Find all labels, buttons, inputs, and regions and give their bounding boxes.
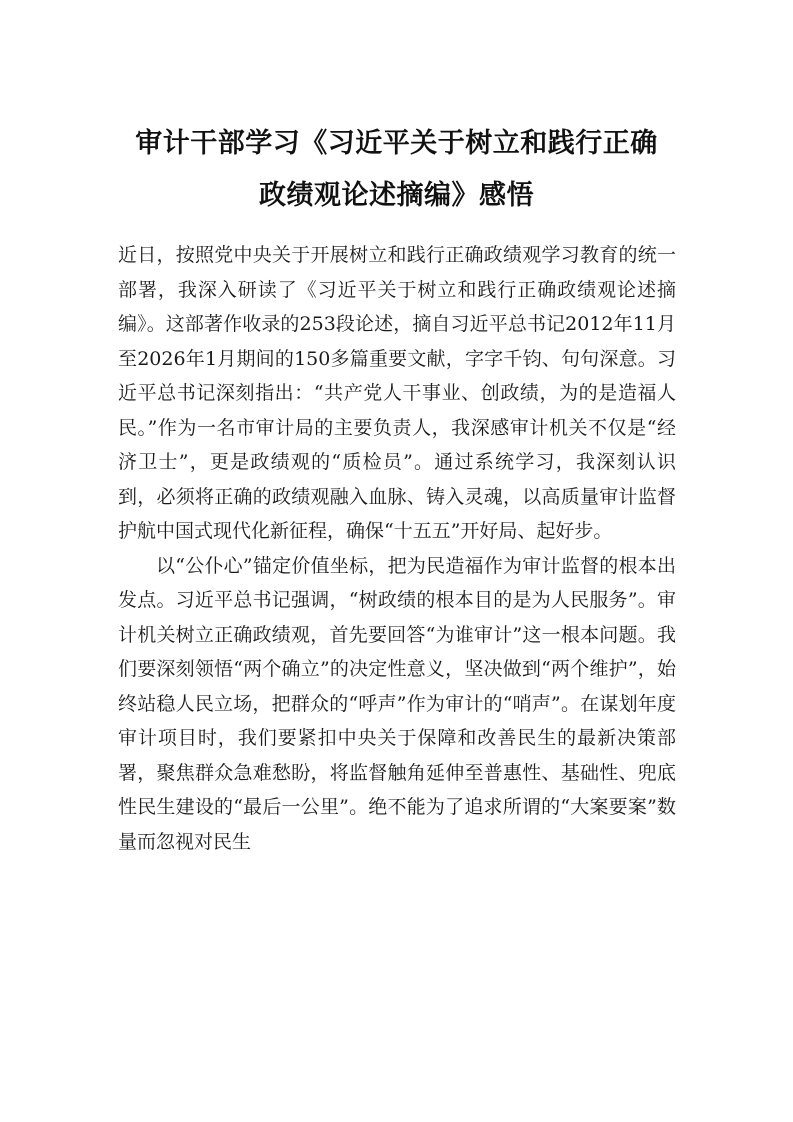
document-body [118, 238, 676, 859]
body-paragraph-1: 近日，按照党中央关于开展树立和践行正确政绩观学习教育的统一部署，我深入研读了《习近平关于树立和践行正确政绩观论述摘编》。这部著作收录的253段论述，摘自习近平总书记2012年11月至2026年1月期间的150多篇重要文献，字字千钧、句句深意。习近平总书记深刻指出：“共产党人干事业、创政绩，为的是造福人民。”作为一名市审计局的主要负责人，我深感审计机关不仅是“经济卫士”，更是政绩观的“质检员”。通过系统学习，我深刻认识到，必须将正确的政绩观融入血脉、铸入灵魂，以高质量审计监督护航中国式现代化新征程，确保“十五五”开好局、起好步。 [118, 244, 676, 542]
body-paragraph-2: 以“公仆心”锚定价值坐标，把为民造福作为审计监督的根本出发点。习近平总书记强调，“树政绩的根本目的是为人民服务”。审计机关树立正确政绩观，首先要回答“为谁审计”这一根本问题。我们要深刻领悟“两个确立”的决定性意义，坚决做到“两个维护”，始终站稳人民立场，把群众的“呼声”作为审计的“哨声”。在谋划年度审计项目时，我们要紧扣中央关于保障和改善民生的最新决策部署，聚焦群众急难愁盼，将监督触角延伸至普惠性、基础性、兜底性民生建设的“最后一公里”。绝不能为了追求所谓的“大案要案”数量而忽视对民生 [118, 554, 676, 853]
document-title-line-1: 审计干部学习《习近平关于树立和践行正确 [135, 128, 658, 159]
document-title-line-2: 政绩观论述摘编》感悟 [259, 180, 534, 211]
document-title [100, 118, 693, 222]
